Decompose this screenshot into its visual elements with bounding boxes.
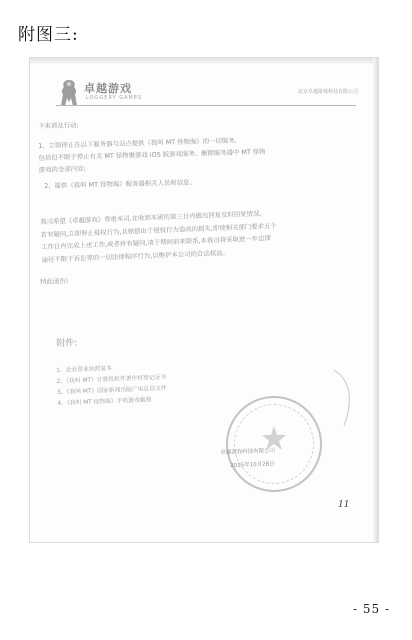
attachment-item: 2、《我叫 MT》计算机软件著作权登记证书	[56, 374, 167, 385]
logo-subtitle: LOGGERY GAMES	[86, 95, 143, 101]
paragraph-line: 工作日内完成上述工作,或者持有疑问,请于期间前来联系,本我司将采取进一步法律	[41, 234, 271, 251]
attachments-title: 附件:	[56, 338, 78, 349]
paragraph-line: 我司希望《卓越游戏》尊重本司,在收到本函的第三日内做出回复及时回复情况,	[40, 209, 262, 226]
scan-shadow-top	[30, 58, 378, 64]
page-number: - 55 -	[352, 602, 390, 616]
company-header: 北京卓越游戏科技有限公司	[297, 89, 358, 95]
paragraph-line: 包括但不限于停止有关 MT 怪物聚游戏 iOS 版游戏服务、删除服务器中 MT 怪物	[38, 147, 266, 162]
header-rule	[56, 105, 356, 106]
paragraph-line: 若有疑问,立即停止侵权行为,且赔偿由于侵权行为造成的损失,即使相关部门要求五个	[40, 221, 277, 239]
margin-curve-mark	[330, 368, 358, 428]
logo-name: 卓越游戏	[84, 82, 132, 95]
scan-shadow-side	[373, 58, 378, 542]
paragraph-line: 途径不限于诉讼等的一切法律程序行为,以维护本公司的合法权益。	[41, 248, 230, 264]
figure-heading: 附图三:	[18, 25, 79, 45]
paragraph-closing: 特此函告!	[40, 277, 69, 286]
seal-star-icon	[226, 396, 322, 492]
paragraph-item-2: 2、提供《我叫 MT 怪物海》服务器相关人员和信息。	[44, 178, 196, 190]
paragraph-demand	[40, 204, 360, 266]
paragraph-intro: 下来请及行动:	[38, 121, 79, 130]
attachment-item: 3、《我叫 MT》国家新闻出版广电总局文件	[56, 385, 167, 396]
seal-company: 卓越游戏科技有限公司	[220, 448, 276, 456]
attachment-item: 4、《我叫 MT 怪物海》手机游戏截图	[57, 397, 152, 407]
attachment-item: 1、企业营业执照复本	[56, 365, 113, 374]
paragraph-item-1	[38, 131, 357, 176]
scan-page-mark: 11	[338, 500, 350, 510]
paragraph-line: 游戏的全部内容;	[38, 164, 86, 174]
seal-date: 2015年10月28日	[230, 461, 275, 469]
scanned-letter	[30, 58, 378, 542]
paragraph-line: 1、立即停止在以下服务器与站点提供《我叫 MT 怪物海》的一切服务,	[38, 136, 237, 150]
